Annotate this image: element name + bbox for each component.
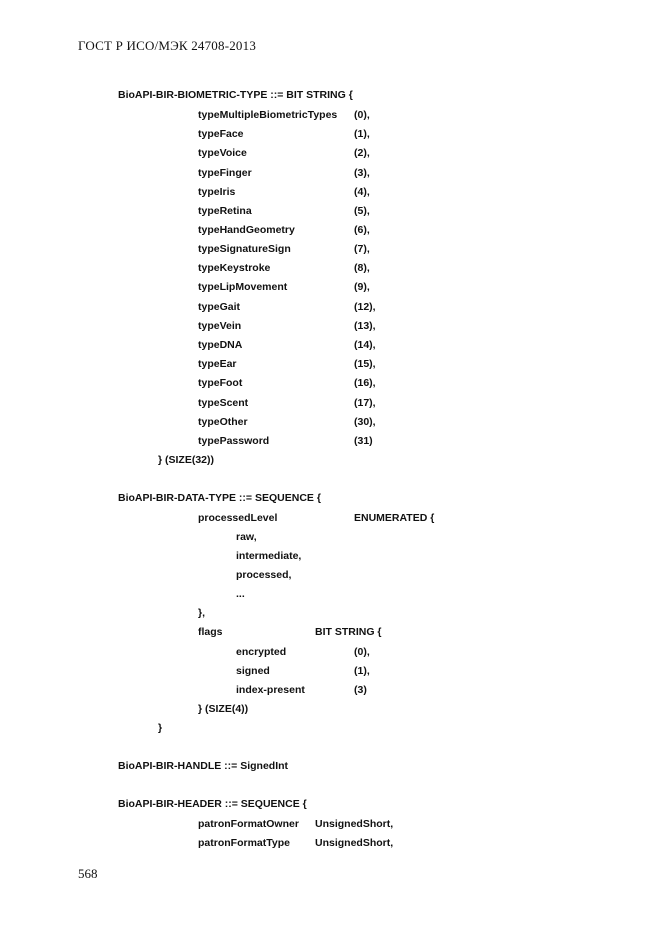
biometric-type-name: typeRetina xyxy=(198,205,252,217)
data-type-declaration: BioAPI-BIR-DATA-TYPE ::= SEQUENCE { xyxy=(118,492,321,504)
flag-value: (1), xyxy=(354,665,370,677)
biometric-type-name: typeFace xyxy=(198,128,244,140)
handle-declaration: BioAPI-BIR-HANDLE ::= SignedInt xyxy=(118,760,289,772)
biometric-type-declaration: BioAPI-BIR-BIOMETRIC-TYPE ::= BIT STRING { xyxy=(118,89,353,101)
biometric-type-value: (2), xyxy=(354,147,370,159)
flag-name: index-present xyxy=(236,684,305,696)
biometric-type-name: typeEar xyxy=(198,358,237,370)
biometric-type-name: typeFoot xyxy=(198,377,243,389)
biometric-type-value: (5), xyxy=(354,205,370,217)
biometric-type-name: typeMultipleBiometricTypes xyxy=(198,109,338,121)
processed-level-type: ENUMERATED { xyxy=(354,512,435,524)
bir-header-field-type: UnsignedShort, xyxy=(315,818,394,830)
biometric-type-name: typeVein xyxy=(198,320,242,332)
biometric-type-value: (3), xyxy=(354,167,370,179)
biometric-type-value: (9), xyxy=(354,281,370,293)
flags-type: BIT STRING { xyxy=(315,626,382,638)
bir-header-declaration: BioAPI-BIR-HEADER ::= SEQUENCE { xyxy=(118,798,307,810)
biometric-type-value: (0), xyxy=(354,109,370,121)
biometric-type-value: (8), xyxy=(354,262,370,274)
page-header: ГОСТ Р ИСО/МЭК 24708-2013 xyxy=(78,38,257,53)
biometric-type-value: (12), xyxy=(354,301,376,313)
biometric-type-name: typePassword xyxy=(198,435,270,447)
bir-header-field-name: patronFormatType xyxy=(198,837,290,849)
processed-level-value: intermediate, xyxy=(236,550,302,562)
biometric-type-value: (7), xyxy=(354,243,370,255)
biometric-type-value: (1), xyxy=(354,128,370,140)
biometric-type-value: (13), xyxy=(354,320,376,332)
processed-level-closing: }, xyxy=(198,607,206,619)
processed-level-value: processed, xyxy=(236,569,292,581)
flags-name: flags xyxy=(198,626,223,638)
biometric-type-name: typeIris xyxy=(198,186,236,198)
flag-name: encrypted xyxy=(236,646,287,658)
biometric-type-name: typeKeystroke xyxy=(198,262,271,274)
flag-value: (3) xyxy=(354,684,367,696)
biometric-type-value: (6), xyxy=(354,224,370,236)
biometric-type-closing: } (SIZE(32)) xyxy=(158,454,215,466)
processed-level-name: processedLevel xyxy=(198,512,278,524)
biometric-type-value: (15), xyxy=(354,358,376,370)
biometric-type-value: (14), xyxy=(354,339,376,351)
biometric-type-value: (16), xyxy=(354,377,376,389)
biometric-type-name: typeFinger xyxy=(198,167,252,179)
biometric-type-value: (30), xyxy=(354,416,376,428)
processed-level-value: raw, xyxy=(236,531,257,543)
biometric-type-name: typeScent xyxy=(198,397,249,409)
data-type-closing: } xyxy=(158,722,163,734)
biometric-type-name: typeGait xyxy=(198,301,241,313)
flag-name: signed xyxy=(236,665,270,677)
flags-closing: } (SIZE(4)) xyxy=(198,703,249,715)
biometric-type-value: (4), xyxy=(354,186,370,198)
biometric-type-name: typeVoice xyxy=(198,147,247,159)
bir-header-field-type: UnsignedShort, xyxy=(315,837,394,849)
biometric-type-name: typeSignatureSign xyxy=(198,243,291,255)
biometric-type-name: typeLipMovement xyxy=(198,281,288,293)
biometric-type-value: (31) xyxy=(354,435,373,447)
biometric-type-value: (17), xyxy=(354,397,376,409)
biometric-type-name: typeHandGeometry xyxy=(198,224,295,236)
bir-header-field-name: patronFormatOwner xyxy=(198,818,299,830)
processed-level-value: ... xyxy=(236,588,245,600)
flag-value: (0), xyxy=(354,646,370,658)
biometric-type-name: typeDNA xyxy=(198,339,243,351)
page-number: 568 xyxy=(78,866,98,881)
biometric-type-name: typeOther xyxy=(198,416,248,428)
